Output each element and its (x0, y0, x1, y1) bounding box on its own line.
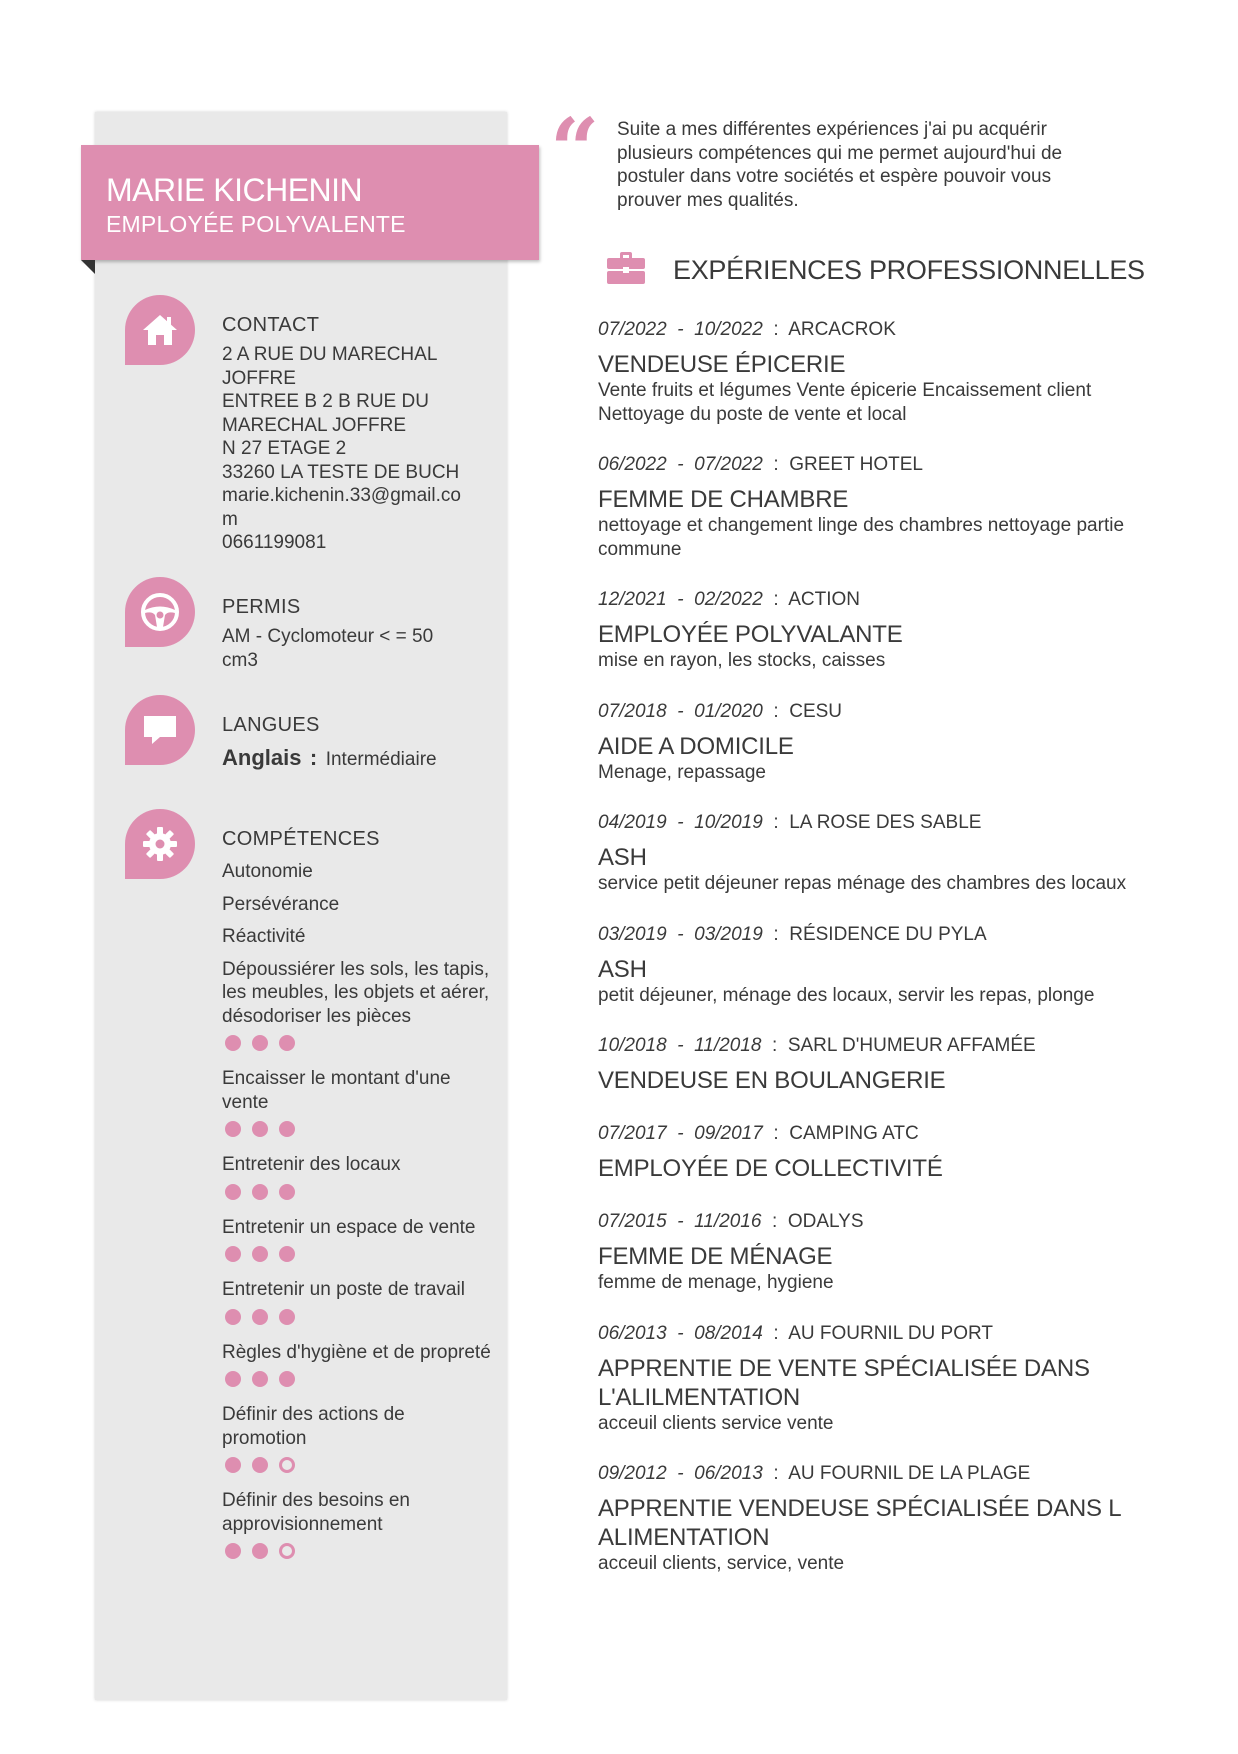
experience-description: Vente fruits et légumes Vente épicerie Encaissement client Nettoyage du poste de vente et local (598, 380, 1092, 425)
experience-company: CAMPING ATC (789, 1123, 919, 1144)
company-separator: : (762, 589, 789, 610)
experience-end-date: 07/2022 (694, 454, 763, 475)
rating-dot-filled-icon (279, 1309, 295, 1325)
company-separator: : (761, 1035, 788, 1056)
skill-rating (222, 1302, 492, 1332)
experience-end-date: 03/2019 (694, 923, 763, 945)
experience-role: APPRENTIE VENDEUSE SPÉCIALISÉE DANS L ALIMENTATION (598, 1495, 1121, 1551)
experience-meta (598, 1210, 1138, 1234)
rating-dot-filled-icon (225, 1184, 241, 1200)
experience-start-date: 10/2018 (598, 1035, 667, 1056)
experience-role: EMPLOYÉE POLYVALANTE (598, 621, 903, 648)
contact-line: JOFFRE (222, 367, 296, 389)
experience-item (598, 453, 1138, 561)
experience-description: acceuil clients service vente (598, 1412, 834, 1434)
rating-dot-filled-icon (279, 1184, 295, 1200)
rated-skill-label: Définir des actions de promotion (222, 1404, 405, 1449)
experience-company: GREET HOTEL (789, 454, 923, 475)
contact-title: CONTACT (222, 314, 320, 336)
experience-meta (598, 923, 1138, 947)
permis-line: cm3 (222, 649, 258, 671)
rating-dot-empty-icon (279, 1543, 295, 1559)
gear-icon (125, 809, 195, 879)
company-separator: : (761, 1211, 788, 1232)
experience-role: VENDEUSE EN BOULANGERIE (598, 1067, 946, 1094)
language-separator: : (309, 745, 318, 770)
rating-dot-filled-icon (279, 1246, 295, 1262)
rating-dot-filled-icon (225, 1543, 241, 1559)
experience-item (598, 588, 1138, 673)
experience-item (598, 1462, 1138, 1576)
experience-description: service petit déjeuner repas ménage des chambres des locaux (598, 873, 1127, 894)
speech-bubble-icon (125, 695, 195, 765)
experience-start-date: 09/2012 (598, 1463, 667, 1484)
rated-skill-label: Entretenir un poste de travail (222, 1279, 465, 1300)
experience-item (598, 700, 1138, 785)
experience-start-date: 06/2022 (598, 454, 667, 475)
banner-fold (81, 260, 95, 274)
experience-meta (598, 1462, 1138, 1486)
rated-skill (222, 1153, 492, 1207)
experience-end-date: 11/2016 (694, 1211, 762, 1232)
experience-role: ASH (598, 844, 647, 871)
experience-item (598, 1210, 1138, 1295)
experience-end-date: 06/2013 (694, 1463, 763, 1484)
rating-dot-empty-icon (279, 1457, 295, 1473)
quote-mark-icon: “ (550, 100, 594, 201)
date-separator: - (666, 589, 695, 610)
experience-company: ACTION (788, 589, 860, 610)
experience-company: LA ROSE DES SABLE (789, 812, 982, 833)
experience-role: VENDEUSE ÉPICERIE (598, 351, 846, 378)
rated-skill-label: Dépoussiérer les sols, les tapis, les meubles, les objets et aérer, désodoriser les pièces (222, 958, 490, 1027)
experience-meta (598, 318, 1138, 342)
experience-title: EXPÉRIENCES PROFESSIONNELLES (673, 255, 1145, 285)
rating-dot-filled-icon (252, 1371, 268, 1387)
language-level: Intermédiaire (325, 749, 437, 770)
company-separator: : (762, 319, 789, 340)
experience-meta (598, 1034, 1138, 1058)
contact-line: N 27 ETAGE 2 (222, 438, 347, 459)
contact-line: MARECHAL JOFFRE (222, 414, 407, 436)
company-separator: : (762, 1322, 789, 1344)
date-separator: - (666, 1123, 695, 1144)
rated-skill-label: Encaisser le montant d'une vente (222, 1068, 451, 1113)
experience-company: ARCACROK (788, 319, 896, 340)
date-separator: - (666, 923, 695, 945)
date-separator: - (666, 1322, 695, 1344)
skill-rating (222, 1028, 492, 1058)
experience-description: nettoyage et changement linge des chambres nettoyage partie commune (598, 515, 1125, 560)
experience-role: EMPLOYÉE DE COLLECTIVITÉ (598, 1155, 943, 1182)
experience-role: ASH (598, 955, 647, 983)
skill-simple: Persévérance (222, 893, 340, 915)
company-separator: : (762, 700, 790, 722)
rated-skill (222, 1216, 492, 1270)
experience-description: mise en rayon, les stocks, caisses (598, 650, 886, 671)
date-separator: - (666, 700, 695, 722)
experience-description: femme de menage, hygiene (598, 1272, 834, 1293)
rated-skill (222, 1341, 492, 1395)
experience-end-date: 01/2020 (694, 700, 763, 722)
experience-end-date: 08/2014 (694, 1322, 763, 1344)
name-banner (81, 145, 539, 260)
experience-start-date: 07/2017 (598, 1123, 667, 1144)
permis-line: AM - Cyclomoteur < = 50 (222, 626, 434, 647)
contact-line: 33260 LA TESTE DE BUCH (222, 461, 460, 483)
date-separator: - (666, 1035, 695, 1056)
rated-skill-label: Entretenir un espace de vente (222, 1216, 476, 1238)
experience-item (598, 1322, 1138, 1436)
experience-header (605, 250, 1145, 291)
langues-title: LANGUES (222, 714, 320, 736)
date-separator: - (666, 454, 695, 475)
contact-line: 2 A RUE DU MARECHAL (222, 344, 438, 365)
experience-company: AU FOURNIL DE LA PLAGE (788, 1463, 1031, 1484)
rated-skill (222, 958, 492, 1059)
rated-skill-label: Règles d'hygiène et de propreté (222, 1341, 491, 1363)
company-separator: : (762, 923, 790, 945)
home-icon (125, 295, 195, 365)
rated-skill-label: Entretenir des locaux (222, 1154, 401, 1175)
rated-skill (222, 1403, 492, 1480)
experience-item (598, 1122, 1138, 1183)
contact-line: ENTREE B 2 B RUE DU (222, 391, 429, 412)
experience-meta (598, 700, 1138, 724)
rating-dot-filled-icon (252, 1543, 268, 1559)
experience-end-date: 02/2022 (694, 589, 763, 610)
experience-start-date: 07/2018 (598, 700, 667, 722)
experience-role: APPRENTIE DE VENTE SPÉCIALISÉE DANS L'ALILMENTATION (598, 1354, 1090, 1411)
experience-company: RÉSIDENCE DU PYLA (789, 923, 987, 945)
experience-end-date: 11/2018 (694, 1035, 762, 1056)
experience-end-date: 10/2022 (694, 319, 763, 340)
experience-start-date: 04/2019 (598, 812, 667, 833)
skill-rating (222, 1114, 492, 1144)
experience-role: AIDE A DOMICILE (598, 732, 794, 760)
date-separator: - (666, 1211, 695, 1232)
experience-start-date: 06/2013 (598, 1322, 667, 1344)
experience-start-date: 03/2019 (598, 923, 667, 945)
intro-text: Suite a mes différentes expériences j'ai pu acquérir plusieurs compétences qui me permet aujourd'hui de postuler dans votre sociétés et espère pouvoir vous prouver mes qualités. (617, 119, 1063, 211)
date-separator: - (666, 1463, 695, 1484)
rating-dot-filled-icon (279, 1035, 295, 1051)
skill-rating (222, 1364, 492, 1394)
experience-item (598, 923, 1138, 1008)
experience-list (598, 318, 1138, 1603)
language-item (222, 745, 492, 771)
rating-dot-filled-icon (252, 1246, 268, 1262)
rated-skills-list (222, 958, 492, 1567)
experience-description: petit déjeuner, ménage des locaux, servir les repas, plonge (598, 984, 1095, 1006)
rating-dot-filled-icon (252, 1121, 268, 1137)
rating-dot-filled-icon (279, 1371, 295, 1387)
date-separator: - (666, 812, 695, 833)
skill-rating (222, 1177, 492, 1207)
skill-simple: Réactivité (222, 926, 306, 947)
experience-company: CESU (789, 700, 843, 722)
experience-company: ODALYS (787, 1211, 864, 1232)
sidebar (95, 112, 507, 1700)
candidate-name: MARIE KICHENIN (106, 172, 363, 208)
experience-item (598, 318, 1138, 426)
briefcase-icon (605, 250, 647, 291)
rating-dot-filled-icon (225, 1309, 241, 1325)
rated-skill (222, 1489, 492, 1566)
skill-simple: Autonomie (222, 861, 313, 882)
company-separator: : (762, 812, 790, 833)
rated-skill (222, 1278, 492, 1332)
rating-dot-filled-icon (279, 1121, 295, 1137)
experience-start-date: 07/2015 (598, 1211, 667, 1232)
candidate-job-title: EMPLOYÉE POLYVALENTE (106, 211, 406, 237)
company-separator: : (762, 454, 790, 475)
skill-rating (222, 1239, 492, 1269)
skill-rating (222, 1450, 492, 1480)
experience-meta (598, 1322, 1138, 1346)
experience-description: acceuil clients, service, vente (598, 1553, 845, 1574)
rating-dot-filled-icon (225, 1371, 241, 1387)
experience-start-date: 07/2022 (598, 319, 667, 340)
experience-role: FEMME DE CHAMBRE (598, 486, 849, 513)
rated-skill-label: Définir des besoins en approvisionnement (222, 1490, 410, 1535)
experience-end-date: 10/2019 (694, 812, 763, 833)
experience-meta (598, 811, 1138, 835)
experience-company: SARL D'HUMEUR AFFAMÉE (787, 1035, 1036, 1056)
email-line[interactable]: marie.kichenin.33@gmail.co (222, 485, 461, 506)
rating-dot-filled-icon (225, 1457, 241, 1473)
experience-role: FEMME DE MÉNAGE (598, 1243, 833, 1270)
competences-title: COMPÉTENCES (222, 828, 380, 850)
experience-meta (598, 588, 1138, 612)
experience-item (598, 1034, 1138, 1095)
rated-skill (222, 1067, 492, 1144)
permis-title: PERMIS (222, 596, 301, 618)
rating-dot-filled-icon (252, 1309, 268, 1325)
experience-end-date: 09/2017 (694, 1123, 763, 1144)
rating-dot-filled-icon (225, 1121, 241, 1137)
steering-wheel-icon (125, 577, 195, 647)
experience-description: Menage, repassage (598, 761, 766, 783)
experience-meta (598, 1122, 1138, 1146)
experience-company: AU FOURNIL DU PORT (788, 1322, 993, 1344)
skill-rating (222, 1536, 492, 1566)
rating-dot-filled-icon (252, 1035, 268, 1051)
experience-start-date: 12/2021 (598, 589, 667, 610)
rating-dot-filled-icon (252, 1184, 268, 1200)
company-separator: : (762, 1463, 789, 1484)
experience-meta (598, 453, 1138, 477)
date-separator: - (666, 319, 695, 340)
rating-dot-filled-icon (225, 1035, 241, 1051)
language-name: Anglais (222, 745, 302, 770)
company-separator: : (762, 1123, 790, 1144)
phone-line[interactable]: 0661199081 (222, 532, 327, 553)
rating-dot-filled-icon (225, 1246, 241, 1262)
email-line-continued[interactable]: m (222, 508, 238, 530)
rating-dot-filled-icon (252, 1457, 268, 1473)
experience-item (598, 811, 1138, 896)
